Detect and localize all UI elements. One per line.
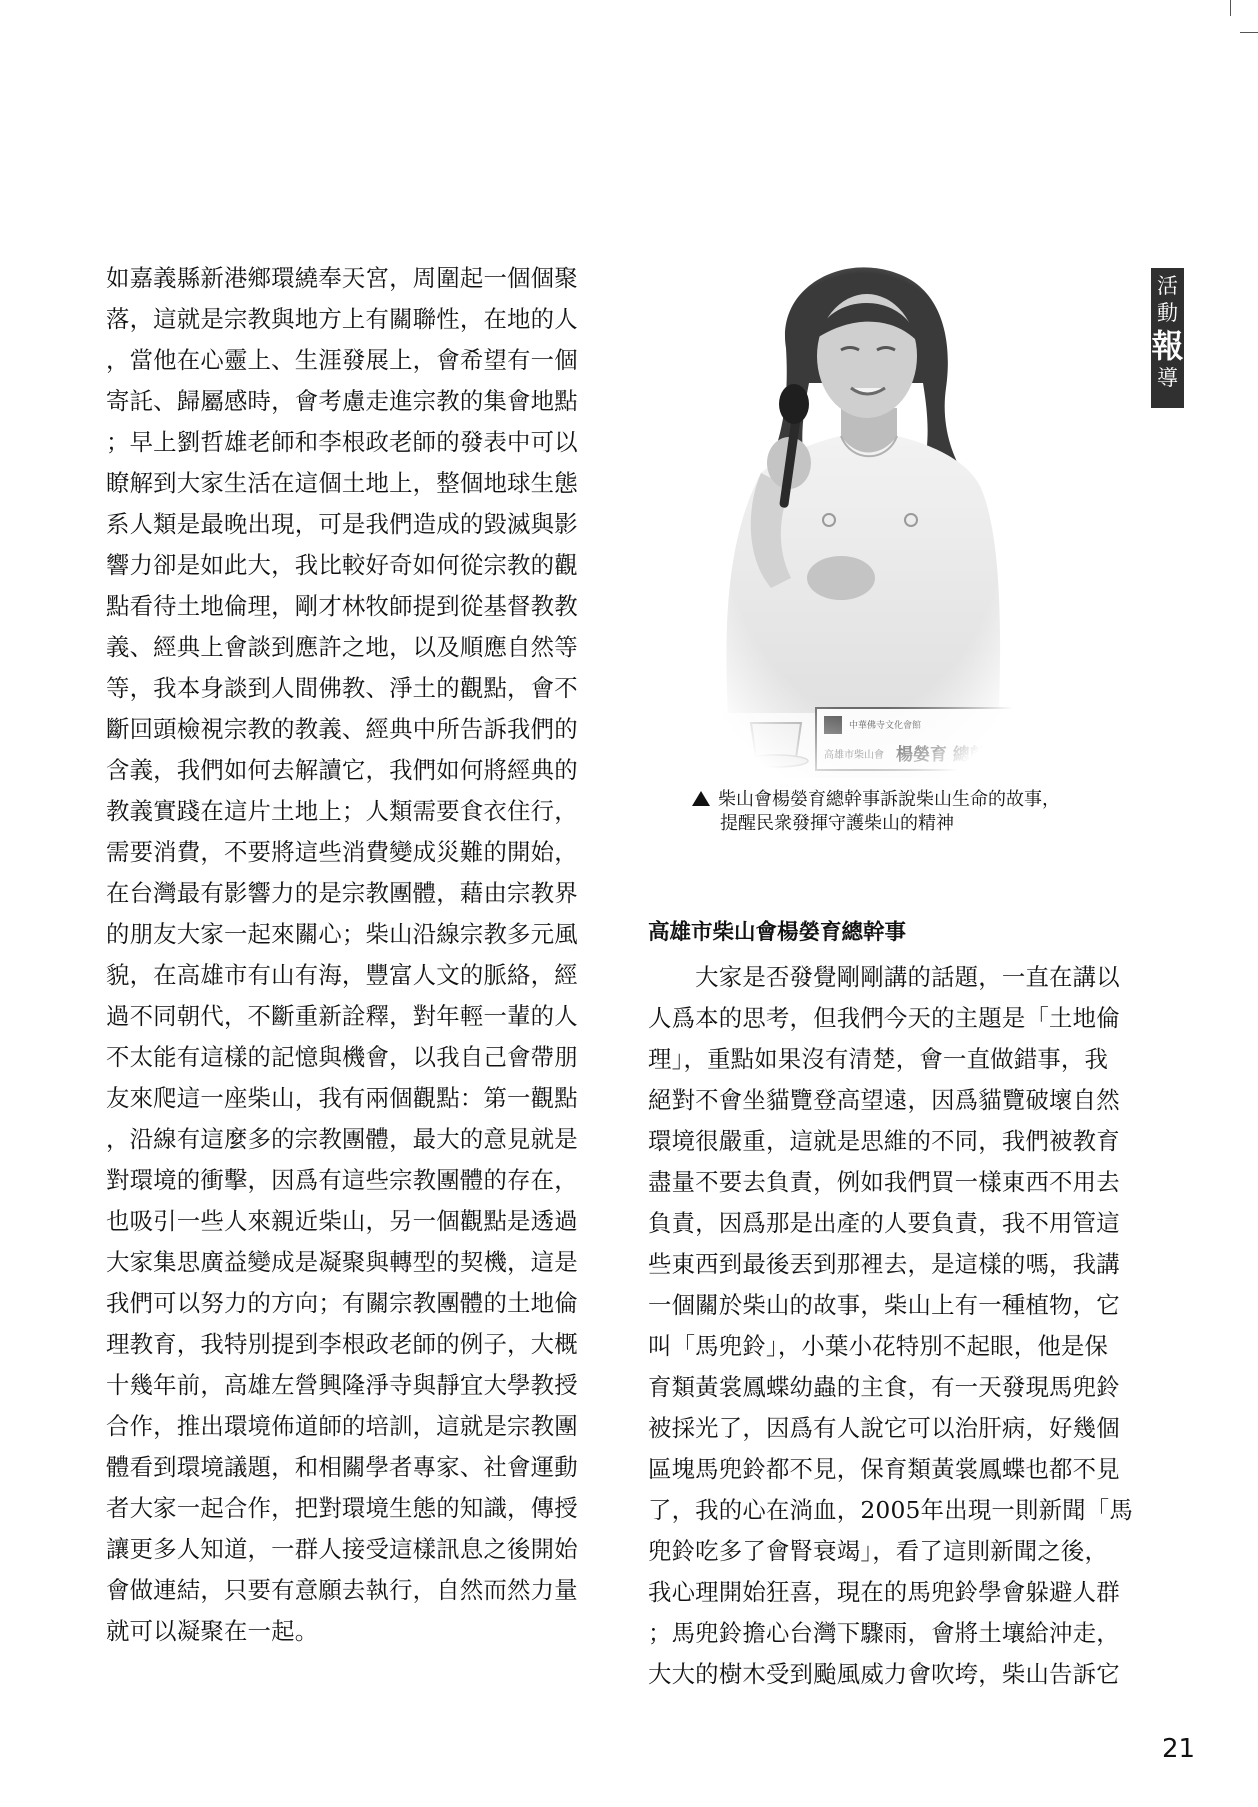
section-tab-char: 活	[1157, 274, 1178, 298]
text-line: 過不同朝代，不斷重新詮釋，對年輕一輩的人	[106, 1002, 578, 1030]
text-line: 大大的樹木受到颱風威力會吹垮，柴山告訴它	[648, 1660, 1120, 1688]
text-line: ，當他在心靈上、生涯發展上，會希望有一個	[106, 346, 578, 374]
text-line: 被採光了，因爲有人說它可以治肝病，好幾個	[648, 1414, 1120, 1442]
text-line: 含義，我們如何去解讀它，我們如何將經典的	[106, 756, 578, 784]
text-line: 大家是否發覺剛剛講的話題，一直在講以	[648, 963, 1120, 991]
text-line: 大家集思廣益變成是凝聚與轉型的契機，這是	[106, 1248, 578, 1276]
caption-line	[692, 788, 1112, 812]
page-number: 21	[1162, 1734, 1196, 1764]
text-line: 貌，在高雄市有山有海，豐富人文的脈絡，經	[106, 961, 578, 989]
text-line: 負責，因爲那是出產的人要負責，我不用管這	[648, 1209, 1120, 1237]
text-line: 瞭解到大家生活在這個土地上，整個地球生態	[106, 469, 578, 497]
text-line: 讓更多人知道，一群人接受這樣訊息之後開始	[106, 1535, 578, 1563]
text-line: 斷回頭檢視宗教的教義、經典中所告訴我們的	[106, 715, 578, 743]
text-line: 在台灣最有影響力的是宗教團體，藉由宗教界	[106, 879, 578, 907]
crop-mark	[1230, 0, 1231, 16]
text-line: 也吸引一些人來親近柴山，另一個觀點是透過	[106, 1207, 578, 1235]
text-line: 理教育，我特別提到李根政老師的例子，大概	[106, 1330, 578, 1358]
text-line: 落，這就是宗教與地方上有關聯性，在地的人	[106, 305, 578, 333]
text-line: 叫「馬兜鈴」，小葉小花特別不起眼，他是保	[648, 1332, 1109, 1360]
section-tab-char: 動	[1157, 301, 1178, 325]
section-heading: 高雄市柴山會楊嫈育總幹事	[648, 920, 907, 945]
text-line: 人爲本的思考，但我們今天的主題是「土地倫	[648, 1004, 1120, 1032]
speaker-photo	[691, 258, 1036, 778]
section-tab-char: 報	[1151, 327, 1184, 365]
triangle-bullet-icon	[692, 791, 710, 806]
text-line: 育類黃裳鳳蝶幼蟲的主食，有一天發現馬兜鈴	[648, 1373, 1120, 1401]
text-line: 兜鈴吃多了會腎衰竭」，看了這則新聞之後，	[648, 1537, 1109, 1565]
text-line: 盡量不要去負責，例如我們買一樣東西不用去	[648, 1168, 1120, 1196]
text-line: 理」，重點如果沒有清楚，會一直做錯事，我	[648, 1045, 1109, 1073]
text-line: 教義實踐在這片土地上；人類需要食衣住行，	[106, 797, 578, 825]
right-body-text	[648, 957, 1133, 1695]
caption-text: 柴山會楊嫈育總幹事訴說柴山生命的故事，	[718, 789, 1060, 810]
photo-caption	[692, 788, 1112, 836]
text-line: 不太能有這樣的記憶與機會，以我自己會帶朋	[106, 1043, 578, 1071]
text-line: 區塊馬兜鈴都不見，保育類黃裳鳳蝶也都不見	[648, 1455, 1120, 1483]
text-line: 我們可以努力的方向；有關宗教團體的土地倫	[106, 1289, 578, 1317]
text-line: 會做連結，只要有意願去執行，自然而然力量	[106, 1576, 578, 1604]
speaker-illustration	[691, 258, 1036, 778]
text-line: ，沿線有這麼多的宗教團體，最大的意見就是	[106, 1125, 578, 1153]
text-line: 了，我的心在淌血，2005年出現一則新聞「馬	[648, 1496, 1133, 1524]
text-line: 對環境的衝擊，因爲有這些宗教團體的存在，	[106, 1166, 578, 1194]
text-line: ；早上劉哲雄老師和李根政老師的發表中可以	[106, 428, 578, 456]
text-line: 響力卻是如此大，我比較好奇如何從宗教的觀	[106, 551, 578, 579]
text-line: 系人類是最晚出現，可是我們造成的毀滅與影	[106, 510, 578, 538]
section-tab-char: 導	[1157, 366, 1178, 390]
section-tab-activity-report	[1151, 268, 1184, 408]
caption-line: 提醒民衆發揮守護柴山的精神	[720, 813, 954, 834]
text-line: 友來爬這一座柴山，我有兩個觀點：第一觀點	[106, 1084, 578, 1112]
text-line: 體看到環境議題，和相關學者專家、社會運動	[106, 1453, 578, 1481]
text-line: 如嘉義縣新港鄉環繞奉天宮，周圍起一個個聚	[106, 264, 578, 292]
left-body-text	[106, 258, 582, 1652]
crop-mark	[1240, 32, 1258, 33]
text-line: 者大家一起合作，把對環境生態的知識，傳授	[106, 1494, 578, 1522]
text-line: 的朋友大家一起來關心；柴山沿線宗教多元風	[106, 920, 578, 948]
text-line: 環境很嚴重，這就是思維的不同，我們被教育	[648, 1127, 1120, 1155]
text-line: 就可以凝聚在一起。	[106, 1617, 319, 1645]
text-line: 我心理開始狂喜，現在的馬兜鈴學會躲避人群	[648, 1578, 1120, 1606]
text-line: 絕對不會坐貓覽登高望遠，因爲貓覽破壞自然	[648, 1086, 1120, 1114]
photo-vignette	[691, 258, 1036, 778]
text-line: 義、經典上會談到應許之地，以及順應自然等	[106, 633, 578, 661]
text-line: 合作，推出環境佈道師的培訓，這就是宗教團	[106, 1412, 578, 1440]
text-line: 點看待土地倫理，剛才林牧師提到從基督教教	[106, 592, 578, 620]
text-line: 些東西到最後丟到那裡去，是這樣的嗎，我講	[648, 1250, 1120, 1278]
text-line: 等，我本身談到人間佛教、淨土的觀點，會不	[106, 674, 578, 702]
text-line: 需要消費，不要將這些消費變成災難的開始，	[106, 838, 578, 866]
text-line: 十幾年前，高雄左營興隆淨寺與靜宜大學教授	[106, 1371, 578, 1399]
text-line: ；馬兜鈴擔心台灣下驟雨，會將土壤給沖走，	[648, 1619, 1120, 1647]
text-line: 一個關於柴山的故事，柴山上有一種植物，它	[648, 1291, 1120, 1319]
text-line: 寄託、歸屬感時，會考慮走進宗教的集會地點	[106, 387, 578, 415]
